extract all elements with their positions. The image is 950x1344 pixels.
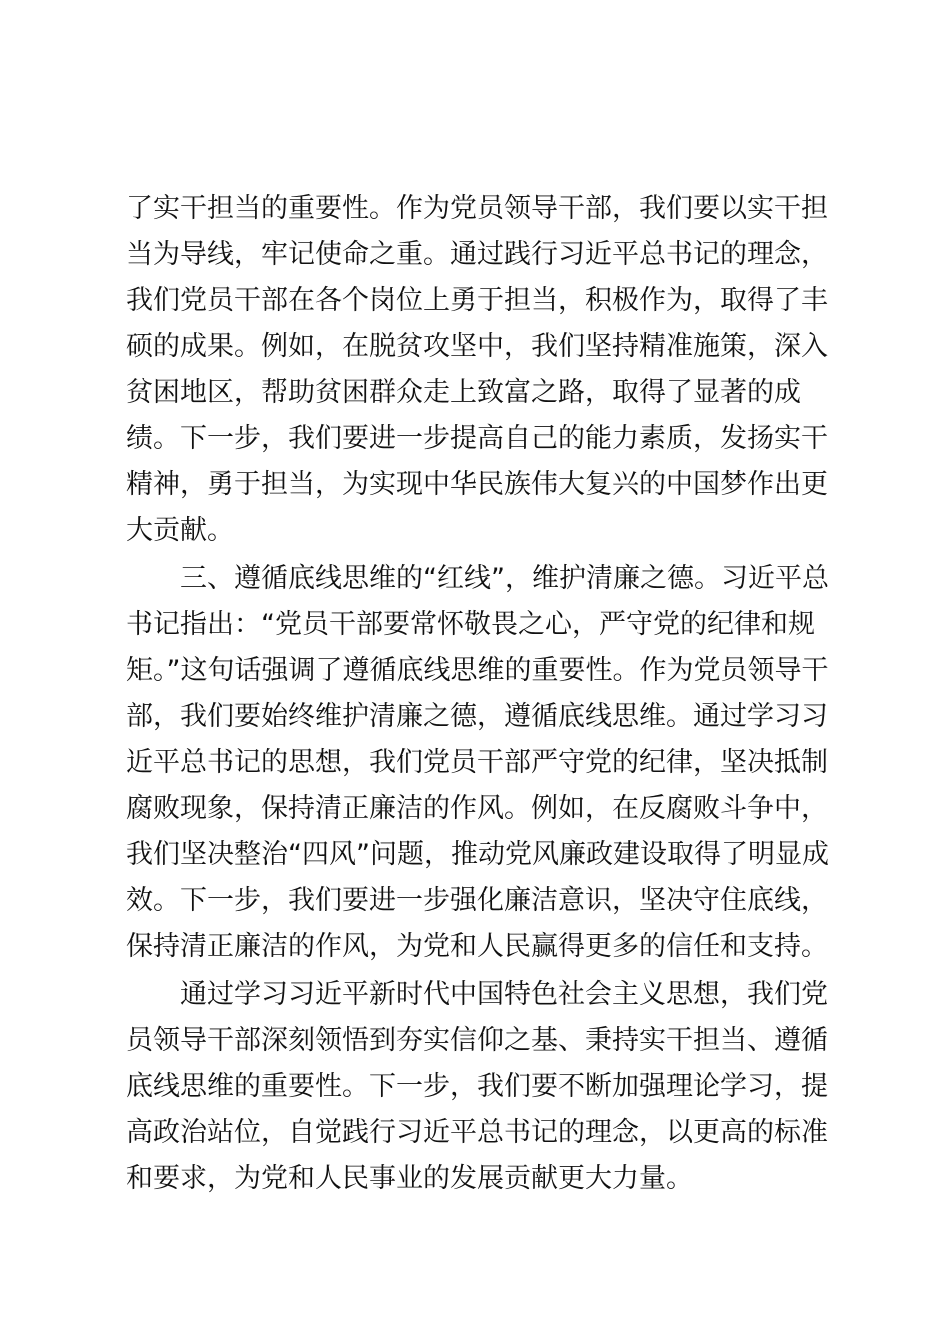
- paragraph-continuation: 了实干担当的重要性。作为党员领导干部，我们要以实干担当为导线，牢记使命之重。通过践行习近平总书记的理念，我们党员干部在各个岗位上勇于担当，积极作为，取得了丰硕的成果。例如，在脱贫攻坚中，我们坚持精准施策，深入贫困地区，帮助贫困群众走上致富之路，取得了显著的成绩。下一步，我们要进一步提高自己的能力素质，发扬实干精神，勇于担当，为实现中华民族伟大复兴的中国梦作出更大贡献。: [126, 193, 828, 546]
- document-body: [126, 186, 846, 1202]
- paragraph-conclusion: 通过学习习近平新时代中国特色社会主义思想，我们党员领导干部深刻领悟到夯实信仰之基、秉持实干担当、遵循底线思维的重要性。下一步，我们要不断加强理论学习，提高政治站位，自觉践行习近平总书记的理念，以更高的标准和要求，为党和人民事业的发展贡献更大力量。: [126, 979, 828, 1194]
- paragraph-section-three: 三、遵循底线思维的“红线”，维护清廉之德。习近平总书记指出：“党员干部要常怀敬畏之心，严守党的纪律和规矩。”这句话强调了遵循底线思维的重要性。作为党员领导干部，我们要始终维护清廉之德，遵循底线思维。通过学习习近平总书记的思想，我们党员干部严守党的纪律，坚决抵制腐败现象，保持清正廉洁的作风。例如，在反腐败斗争中，我们坚决整治“四风”问题，推动党风廉政建设取得了明显成效。下一步，我们要进一步强化廉洁意识，坚决守住底线，保持清正廉洁的作风，为党和人民赢得更多的信任和支持。: [126, 563, 829, 962]
